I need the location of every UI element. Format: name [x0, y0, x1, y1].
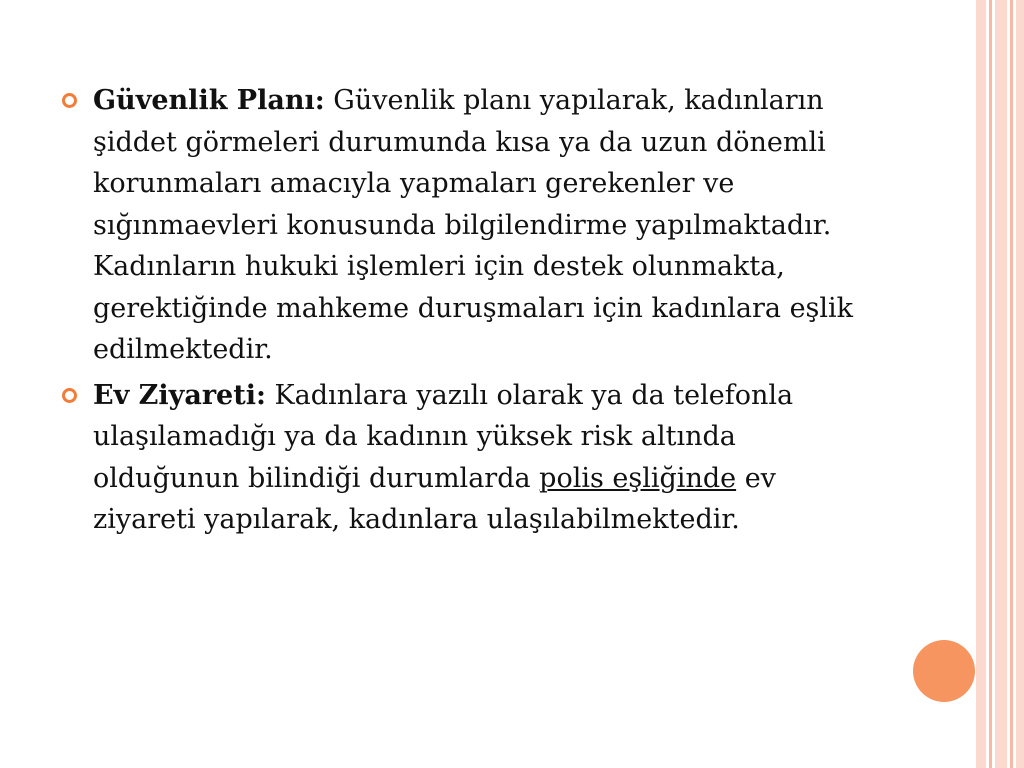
bullet-item-ev-ziyareti	[62, 375, 862, 541]
decorative-stripe	[976, 0, 986, 768]
bullet-text: Güvenlik planı yapılarak, kadınların şiddet görmeleri durumunda kısa ya da uzun dönemli korunmaları amacıyla yapmaları gerekenler ve sığınmaevleri konusunda bilgilendirme yapılmaktadır. Kadınların hukuki işlemleri için destek olunmakta, gerektiğinde mahkeme duruşmaları için kadınlara eşlik edilmektedir.	[93, 85, 854, 365]
slide-body	[62, 80, 862, 545]
bullet-circle-icon	[62, 93, 77, 108]
accent-circle	[913, 640, 975, 702]
decorative-stripe	[1016, 0, 1024, 768]
bullet-text: ev ziyareti yapılarak, kadınlara ulaşılabilmektedir.	[93, 462, 776, 535]
decorative-stripe	[995, 0, 1007, 768]
decorative-stripe	[989, 0, 992, 768]
bullet-circle-icon	[62, 388, 77, 403]
bullet-term: Ev Ziyareti:	[93, 379, 266, 411]
bullet-item-guvenlik-plani	[62, 80, 862, 371]
bullet-text: Kadınlara yazılı olarak ya da telefonla ulaşılamadığı ya da kadının yüksek risk altında olduğunun bilindiği durumlarda	[93, 379, 794, 494]
underlined-text: polis eşliğinde	[539, 462, 737, 494]
bullet-term: Güvenlik Planı:	[93, 85, 325, 116]
decorative-stripe	[1010, 0, 1013, 768]
